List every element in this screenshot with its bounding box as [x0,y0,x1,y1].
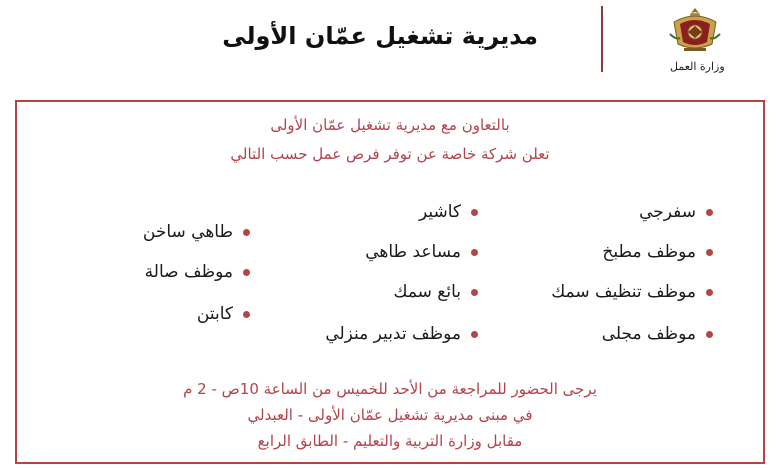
bullet-dot [471,289,478,296]
bullet-dot [243,229,250,236]
job-notice-card [15,100,765,464]
bullet-dot [243,311,250,318]
job-item: كابتن [197,304,250,324]
bullet-dot [706,331,713,338]
coat-of-arms-logo [666,4,724,54]
job-item: بائع سمك [394,282,479,302]
job-item: سفرجي [639,202,713,222]
bullet-dot [706,249,713,256]
job-item: طاهي ساخن [143,222,250,242]
footer-line-1: يرجى الحضور للمراجعة من الأحد للخميس من الساعة 10ص - 2 م [183,380,597,398]
job-item: موظف تدبير منزلي [325,324,478,344]
footer-line-3: مقابل وزارة التربية والتعليم - الطابق الرابع [257,432,523,450]
bullet-dot [243,269,250,276]
ministry-logo-text: وزارة العمل [670,60,725,73]
bullet-dot [706,209,713,216]
job-item: موظف مجلى [602,324,713,344]
bullet-dot [706,289,713,296]
job-item: موظف تنظيف سمك [551,282,713,302]
bullet-dot [471,331,478,338]
job-item: مساعد طاهي [365,242,478,262]
bullet-dot [471,209,478,216]
job-item: موظف صالة [145,262,250,282]
job-item: كاشير [419,202,478,222]
intro-line-1: بالتعاون مع مديرية تشغيل عمّان الأولى [270,116,510,134]
intro-line-2: تعلن شركة خاصة عن توفر فرص عمل حسب التالي [230,145,550,163]
bullet-dot [471,249,478,256]
page-title: مديرية تشغيل عمّان الأولى [222,22,538,50]
footer-line-2: في مبنى مديرية تشغيل عمّان الأولى - العبدلي [247,406,533,424]
job-item: موظف مطبخ [602,242,713,262]
header-divider [601,6,603,72]
page-header [0,0,780,82]
